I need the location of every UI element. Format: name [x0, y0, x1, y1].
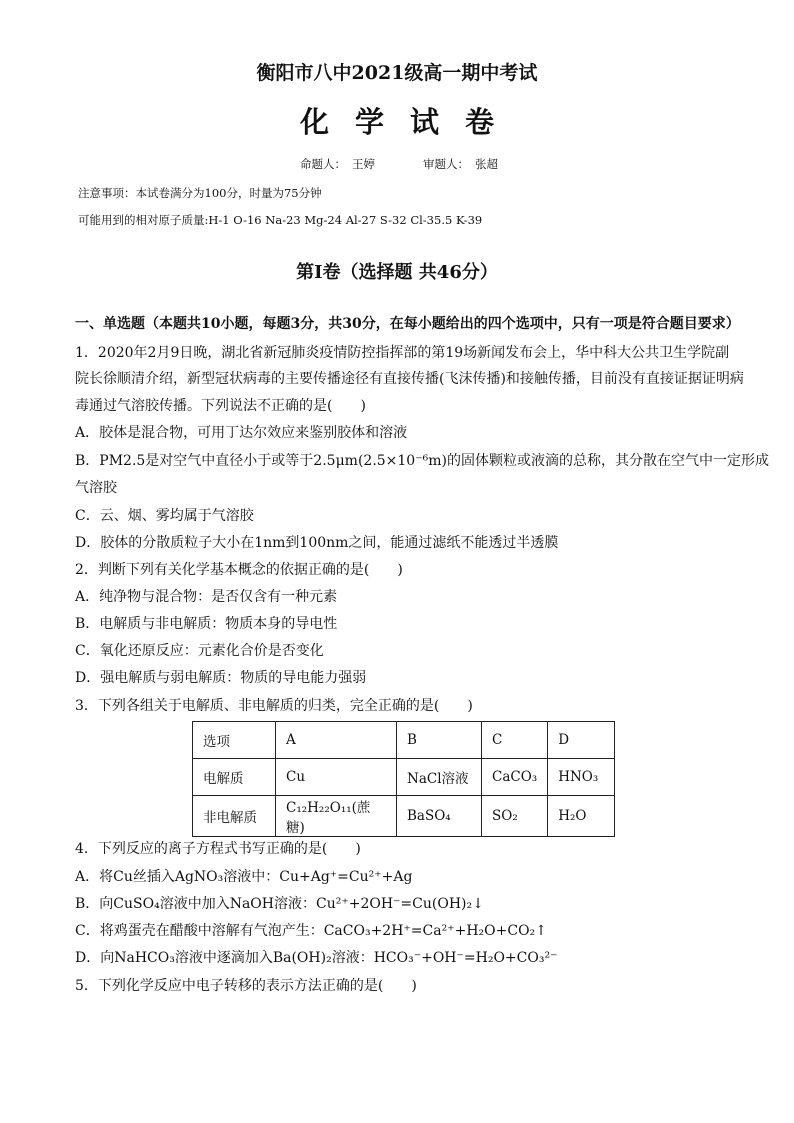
table-cell: B [397, 722, 482, 759]
q3-stem: 3．下列各组关于电解质、非电解质的归类，完全正确的是( ) [75, 698, 473, 714]
table-cell: D [548, 722, 615, 759]
q1-option-c: C．云、烟、雾均属于气溶胶 [75, 508, 254, 524]
q1-stem-line2: 院长徐顺清介绍，新型冠状病毒的主要传播途径有直接传播(飞沫传播)和接触传播，目前没有直接证据证明病 [75, 371, 744, 387]
q1-option-a: A．胶体是混合物，可用丁达尔效应来鉴别胶体和溶液 [75, 425, 408, 441]
q4-option-d: D．向NaHCO₃溶液中逐滴加入Ba(OH)₂溶液：HCO₃⁻+OH⁻=H₂O+CO₃²⁻ [75, 950, 558, 966]
table-cell: H₂O [548, 796, 615, 837]
q2-option-d: D．强电解质与弱电解质：物质的导电能力强弱 [75, 670, 367, 686]
q4-option-a: A．将Cu丝插入AgNO₃溶液中：Cu+Ag⁺=Cu²⁺+Ag [75, 869, 413, 885]
table-cell: SO₂ [482, 796, 548, 837]
table-cell: BaSO₄ [397, 796, 482, 837]
table-cell: NaCl溶液 [397, 759, 482, 796]
table-cell: 电解质 [193, 759, 276, 796]
section-title: 第I卷（选择题 共46分） [296, 262, 498, 283]
table-cell: 选项 [193, 722, 276, 759]
q4-option-b: B．向CuSO₄溶液中加入NaOH溶液：Cu²⁺+2OH⁻=Cu(OH)₂↓ [75, 896, 484, 912]
q4-option-c: C．将鸡蛋壳在醋酸中溶解有气泡产生：CaCO₃+2H⁺=Ca²⁺+H₂O+CO₂↑ [75, 923, 547, 939]
q5-stem: 5．下列化学反应中电子转移的表示方法正确的是( ) [75, 978, 417, 994]
q1-option-b-line2: 气溶胶 [75, 480, 117, 496]
setter-label: 命题人： [300, 157, 346, 171]
q2-option-a: A．纯净物与混合物：是否仅含有一种元素 [75, 589, 338, 605]
table-cell: C [482, 722, 548, 759]
q2-stem: 2．判断下列有关化学基本概念的依据正确的是( ) [75, 562, 403, 578]
table-header-row [193, 722, 615, 759]
q1-option-d: D．胶体的分散质粒子大小在1nm到100nm之间，能通过滤纸不能透过半透膜 [75, 535, 559, 551]
table-row [193, 796, 615, 837]
q1-option-b-line1: B．PM2.5是对空气中直径小于或等于2.5μm(2.5×10⁻⁶m)的固体颗粒或液滴的总称，其分散在空气中一定形成 [75, 453, 769, 469]
q1-stem-line3: 毒通过气溶胶传播。下列说法不正确的是( ) [75, 398, 366, 414]
part-heading: 一、单选题（本题共10小题，每题3分，共30分，在每小题给出的四个选项中，只有一项是符合题目要求） [75, 316, 740, 332]
reviewer-label: 审题人： [423, 157, 469, 171]
q2-option-b: B．电解质与非电解质：物质本身的导电性 [75, 616, 338, 632]
table-row [193, 759, 615, 796]
atomic-mass-line: 可能用到的相对原子质量:H-1 O-16 Na-23 Mg-24 Al-27 S-32 Cl-35.5 K-39 [78, 213, 483, 227]
table-cell: A [276, 722, 397, 759]
table-cell: HNO₃ [548, 759, 615, 796]
classification-table [192, 721, 615, 837]
exam-subject-title: 化学试卷 [299, 105, 520, 139]
q1-stem-line1: 1．2020年2月9日晚，湖北省新冠肺炎疫情防控指挥部的第19场新闻发布会上，华中科大公共卫生学院副 [75, 345, 730, 361]
table-cell: Cu [276, 759, 397, 796]
q4-stem: 4．下列反应的离子方程式书写正确的是( ) [75, 841, 361, 857]
exam-school-title: 衡阳市八中2021级高一期中考试 [256, 62, 538, 84]
table-cell: 非电解质 [193, 796, 276, 837]
table-cell: CaCO₃ [482, 759, 548, 796]
table-cell: C₁₂H₂₂O₁₁(蔗糖) [276, 796, 397, 837]
setter-name: 王婷 [352, 157, 375, 171]
q2-option-c: C．氧化还原反应：元素化合价是否变化 [75, 643, 324, 659]
reviewer-name: 张超 [475, 157, 498, 171]
notice-line: 注意事项：本试卷满分为100分，时量为75分钟 [78, 186, 322, 200]
author-line [300, 156, 504, 172]
